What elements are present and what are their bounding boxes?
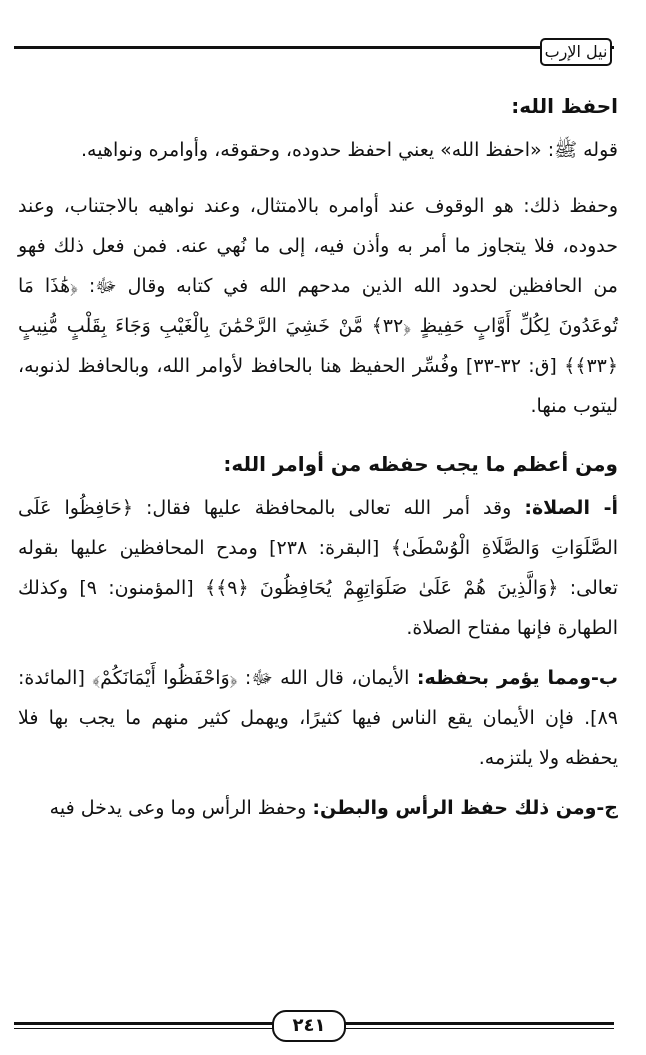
section-heading: احفظ الله:	[511, 94, 618, 118]
paragraph-text: الأيمان، قال الله ﷻ: ﴿وَاحْفَظُوا أَيْمَانَكُمْ﴾ [المائدة: ٨٩]. فإن الأيمان يقع الناس فيها كثيرًا، ويهمل كثير منهم ما يجب بها فلا يحفظه ولا يلتزمه.	[18, 667, 618, 769]
header-rule	[14, 46, 614, 49]
paragraph: قوله ﷺ: «احفظ الله» يعني احفظ حدوده، وحقوقه، وأوامره ونواهيه.	[81, 139, 618, 161]
paragraph	[18, 488, 618, 648]
paragraph-text: وقد أمر الله تعالى بالمحافظة عليها فقال: ﴿حَافِظُوا عَلَى الصَّلَوَاتِ وَالصَّلَاةِ الْوُسْطَىٰ﴾ [البقرة: ٢٣٨] ومدح المحافظين عليها بقوله تعالى: ﴿وَالَّذِينَ هُمْ عَلَىٰ صَلَوَاتِهِمْ يُحَافِظُونَ ﴿٩﴾﴾ [المؤمنون: ٩] وكذلك الطهارة فإنها مفتاح الصلاة.	[18, 497, 618, 639]
paragraph-lead: أ- الصلاة:	[524, 497, 618, 519]
section-heading: ومن أعظم ما يجب حفظه من أوامر الله:	[223, 452, 618, 476]
paragraph	[18, 658, 618, 778]
page-body	[18, 88, 618, 838]
paragraph	[18, 788, 618, 828]
paragraph-lead: ج-ومن ذلك حفظ الرأس والبطن:	[312, 797, 618, 819]
page-number: ٢٤١	[272, 1010, 346, 1042]
paragraph-text: وحفظ الرأس وما وعى يدخل فيه	[49, 797, 313, 819]
paragraph-lead: ب-ومما يؤمر بحفظه:	[416, 667, 618, 689]
paragraph: وحفظ ذلك: هو الوقوف عند أوامره بالامتثال، وعند نواهيه بالاجتناب، وعند حدوده، فلا يتجاوز ما أمر به وأذن فيه، إلى ما نُهي عنه. فمن فعل ذلك فهو من الحافظين لحدود الله الذين مدحهم الله في كتابه وقال ﷻ: ﴿هَٰذَا مَا تُوعَدُونَ لِكُلِّ أَوَّابٍ حَفِيظٍ ﴿٣٢﴾ مَّنْ خَشِيَ الرَّحْمَٰنَ بِالْغَيْبِ وَجَاءَ بِقَلْبٍ مُّنِيبٍ ﴿٣٣﴾﴾ [ق: ٣٢-٣٣] وفُسِّر الحفيظ هنا بالحافظ لأوامر الله، وبالحافظ لذنوبه، ليتوب منها.	[18, 195, 618, 417]
running-title: نيل الإرب	[540, 38, 612, 66]
